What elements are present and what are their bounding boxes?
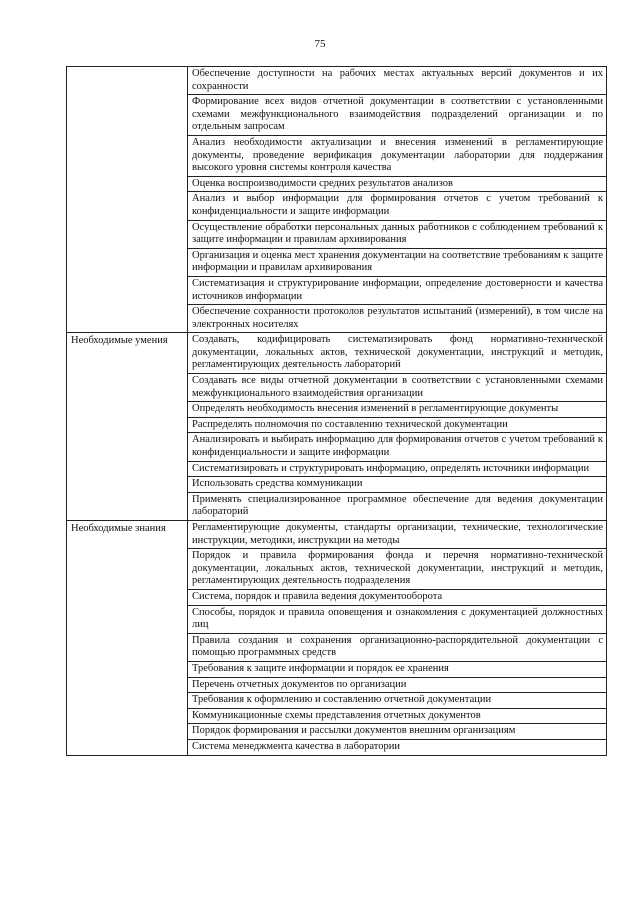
table-cell-item: Создавать все виды отчетной документации в соответствии с установленными схемами межфункционального взаимодействия организации: [188, 374, 607, 402]
table-cell-item: Систематизировать и структурировать информацию, определять источники информации: [188, 461, 607, 477]
table-cell-item: Анализировать и выбирать информацию для формирования отчетов с учетом требований к конфиденциальности и защите информации: [188, 433, 607, 461]
table-cell-item: Обеспечение доступности на рабочих местах актуальных версий документов и их сохранности: [188, 67, 607, 95]
table-cell-item: Определять необходимость внесения изменений в регламентирующие документы: [188, 402, 607, 418]
table-cell-item: Анализ и выбор информации для формирования отчетов с учетом требований к конфиденциальности и защите информации: [188, 192, 607, 220]
section-label: Необходимые умения: [67, 333, 188, 521]
table-cell-item: Требования к оформлению и составлению отчетной документации: [188, 693, 607, 709]
table-cell-item: Применять специализированное программное обеспечение для ведения документации лабораторий: [188, 492, 607, 520]
table-cell-item: Регламентирующие документы, стандарты организации, технические, технологические инструкции, методики, инструкции на методы: [188, 521, 607, 549]
table-cell-item: Система менеджмента качества в лаборатории: [188, 739, 607, 755]
table-cell-item: Порядок и правила формирования фонда и перечня нормативно-технической документации, локальных актов, технической документации, инструкций и методик, регламентирующих деятельность подразделения: [188, 549, 607, 590]
table-cell-item: Оценка воспроизводимости средних результатов анализов: [188, 176, 607, 192]
table-cell-item: Осуществление обработки персональных данных работников с соблюдением требований к защите информации и правилам архивирования: [188, 220, 607, 248]
section-label: [67, 67, 188, 333]
table-cell-item: Обеспечение сохранности протоколов результатов испытаний (измерений), в том числе на электронных носителях: [188, 305, 607, 333]
table-cell-item: Порядок формирования и рассылки документов внешним организациям: [188, 724, 607, 740]
table-cell-item: Коммуникационные схемы представления отчетных документов: [188, 708, 607, 724]
table-cell-item: Создавать, кодифицировать систематизировать фонд нормативно-технической документации, локальных актов, технической документации, инструкций и методик, регламентирующих деятельность лабораторий: [188, 333, 607, 374]
page-number: 75: [314, 38, 326, 50]
table-row: [67, 521, 607, 549]
table-cell-item: Способы, порядок и правила оповещения и ознакомления с документацией должностных лиц: [188, 605, 607, 633]
table-cell-item: Использовать средства коммуникации: [188, 477, 607, 493]
table-row: [67, 67, 607, 95]
table-cell-item: Формирование всех видов отчетной документации в соответствии с установленными схемами межфункционального взаимодействия подразделений организации и по отдельным запросам: [188, 95, 607, 136]
section-label: Необходимые знания: [67, 521, 188, 756]
table-cell-item: Правила создания и сохранения организационно-распорядительной документации с помощью программных средств: [188, 633, 607, 661]
table-cell-item: Анализ необходимости актуализации и внесения изменений в регламентирующие документы, проведение верификация документации лаборатории для поддержания высокого уровня системы контроля качества: [188, 135, 607, 176]
table-row: [67, 333, 607, 374]
table-cell-item: Перечень отчетных документов по организации: [188, 677, 607, 693]
table-cell-item: Система, порядок и правила ведения документооборота: [188, 589, 607, 605]
table-cell-item: Требования к защите информации и порядок ее хранения: [188, 661, 607, 677]
competency-table: [66, 66, 607, 756]
table-cell-item: Систематизация и структурирование информации, определение достоверности и качества источников информации: [188, 276, 607, 304]
table-cell-item: Организация и оценка мест хранения документации на соответствие требованиям к защите информации и правилам архивирования: [188, 248, 607, 276]
table-cell-item: Распределять полномочия по составлению технической документации: [188, 417, 607, 433]
